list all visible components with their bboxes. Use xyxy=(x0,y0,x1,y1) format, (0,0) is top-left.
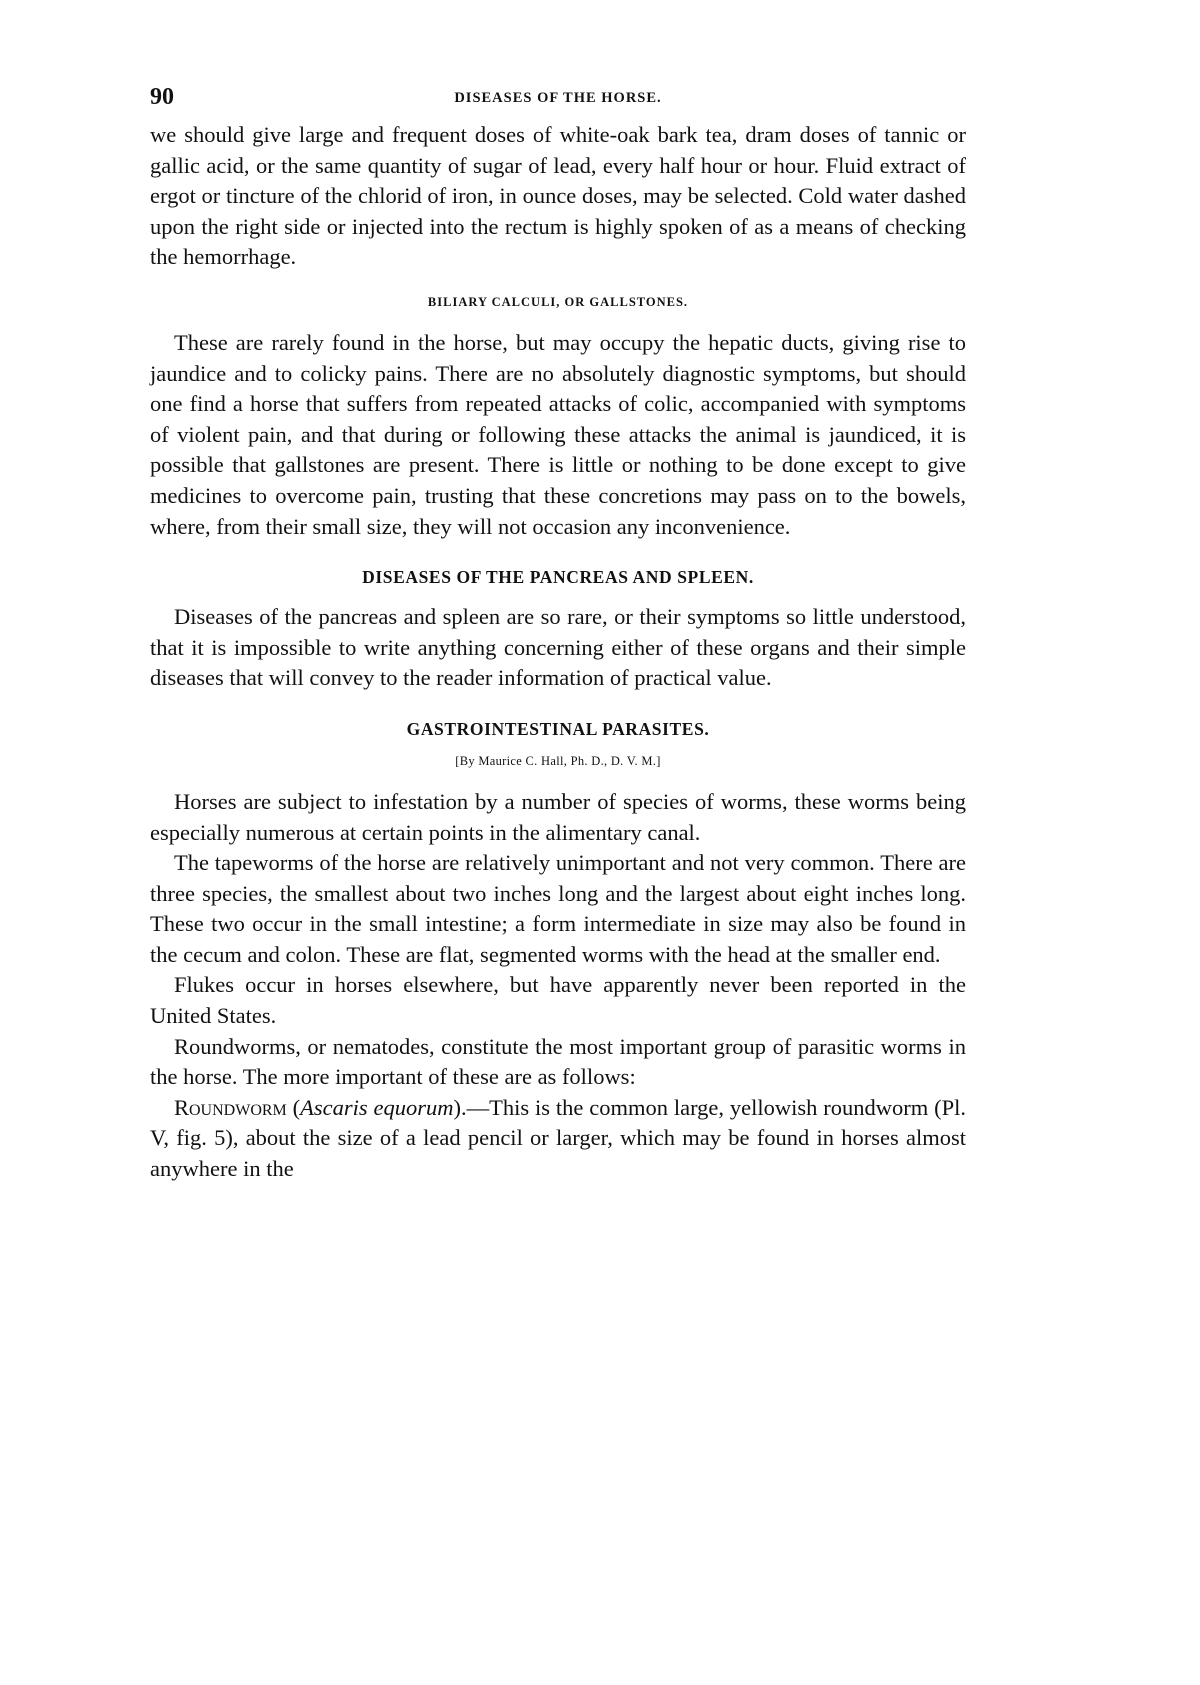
document-page xyxy=(150,80,966,1185)
roundworm-close-paren: ). xyxy=(453,1094,467,1120)
roundworm-paragraph xyxy=(150,1093,966,1185)
roundworm-description: —This is the common large, yellowish roundworm (Pl. V, fig. 5), about the size of a lead pencil or larger, which may be found in horses almost anywhere in the xyxy=(150,1094,966,1182)
biliary-paragraph: These are rarely found in the horse, but may occupy the hepatic ducts, giving rise to jaundice and to colicky pains. There are no absolutely diagnostic symptoms, but should one find a horse that suffers from repeated attacks of colic, accompanied with symptoms of violent pain, and that during or following these attacks the animal is jaundiced, it is possible that gallstones are present. There is little or nothing to be done except to give medicines to overcome pain, trusting that these concretions may pass on to the bowels, where, from their small size, they will not occasion any inconvenience. xyxy=(150,329,966,539)
roundworm-open-paren: ( xyxy=(286,1094,301,1120)
author-byline: [By Maurice C. Hall, Ph. D., D. V. M.] xyxy=(455,753,661,768)
parasites-paragraph-1: Horses are subject to infestation by a number of species of worms, these worms being especially numerous at certain points in the alimentary canal. xyxy=(150,788,966,845)
section-heading-pancreas: DISEASES OF THE PANCREAS AND SPLEEN. xyxy=(362,567,754,588)
roundworm-scientific-name: Ascaris equorum xyxy=(300,1094,454,1120)
intro-paragraph: we should give large and frequent doses of white-oak bark tea, dram doses of tannic or gallic acid, or the same quantity of sugar of lead, every half hour or hour. Fluid extract of ergot or tincture of the chlorid of iron, in ounce doses, may be selected. Cold water dashed upon the right side or injected into the rectum is highly spoken of as a means of checking the hemorrhage. xyxy=(150,122,966,270)
parasites-paragraph-4: Roundworms, or nematodes, constitute the most important group of parasitic worms in the horse. The more important of these are as follows: xyxy=(150,1033,966,1090)
section-heading-parasites: GASTROINTESTINAL PARASITES. xyxy=(406,718,710,739)
parasites-paragraph-3: Flukes occur in horses elsewhere, but have apparently never been reported in the United States. xyxy=(150,972,966,1029)
section-heading-biliary: BILIARY CALCULI, OR GALLSTONES. xyxy=(427,294,689,309)
running-header xyxy=(150,80,966,120)
parasites-paragraph-2: The tapeworms of the horse are relatively unimportant and not very common. There are three species, the smallest about two inches long and the largest about eight inches long. These two occur in the small intestine; a form intermediate in size may also be found in the cecum and colon. These are flat, segmented worms with the head at the smaller end. xyxy=(150,850,966,967)
page-number: 90 xyxy=(150,84,174,110)
pancreas-paragraph: Diseases of the pancreas and spleen are so rare, or their symptoms so little understood, that it is impossible to write anything concerning either of these organs and their simple diseases that will convey to the reader information of practical value. xyxy=(150,604,966,691)
running-title: DISEASES OF THE HORSE. xyxy=(454,89,662,107)
roundworm-term: Roundworm xyxy=(174,1094,287,1120)
